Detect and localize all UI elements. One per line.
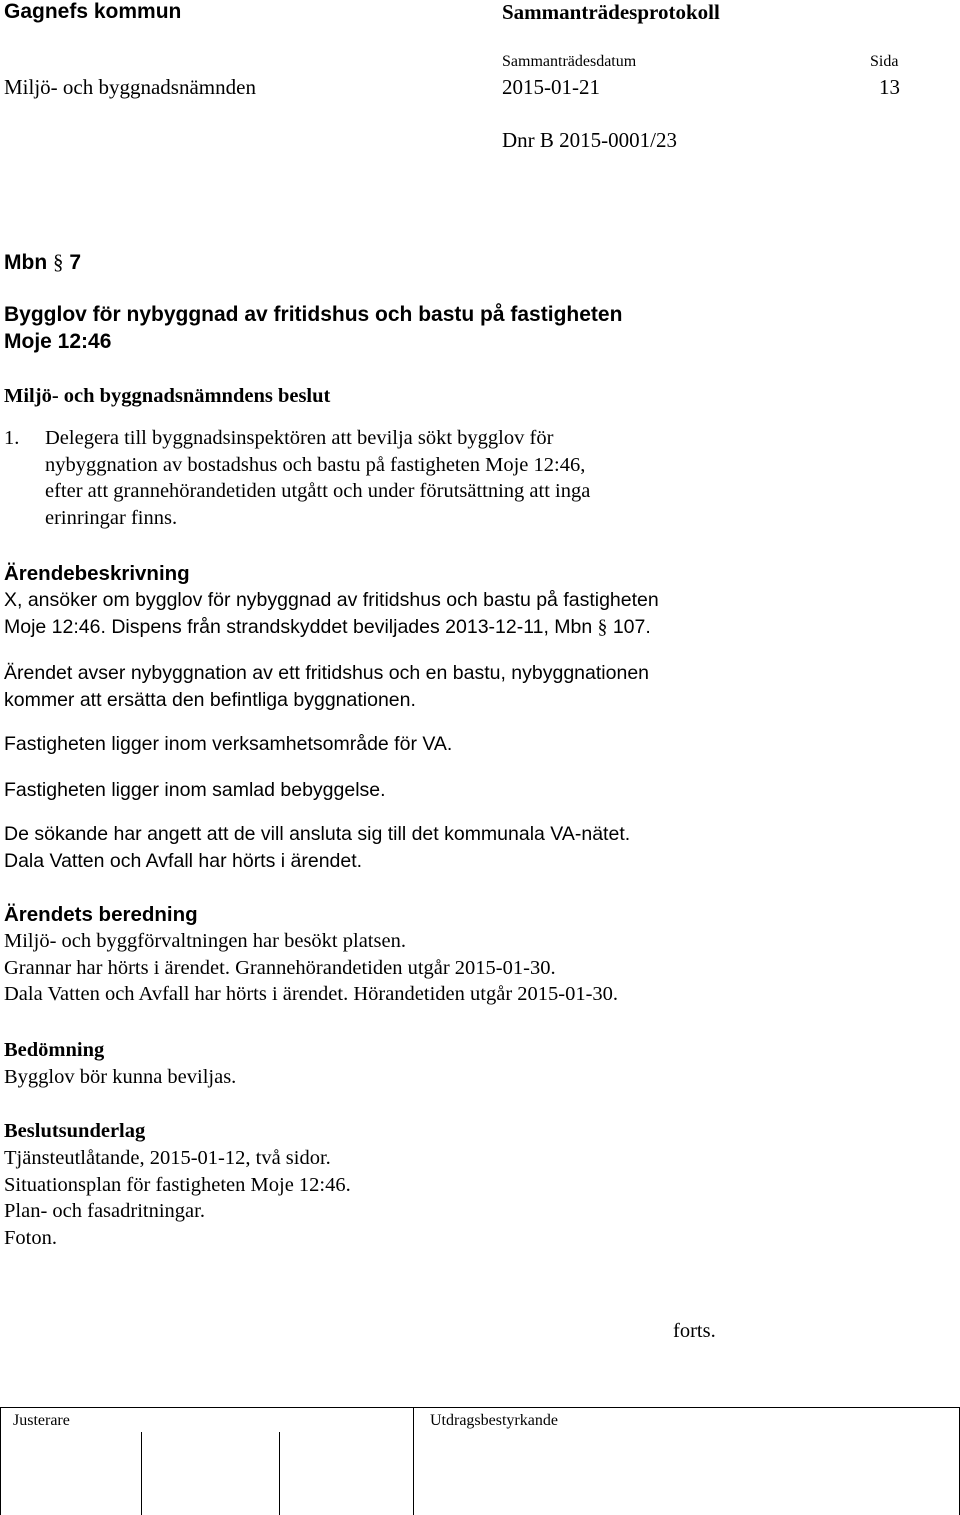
description-paragraph-3: Fastigheten ligger inom verksamhetsområde för VA. — [4, 733, 453, 755]
item-number — [4, 249, 81, 276]
item-title-line-1: Bygglov för nybyggnad av fritidshus och bastu på fastigheten — [4, 303, 623, 326]
committee-name: Miljö- och byggnadsnämnden — [4, 75, 256, 99]
case-number: Dnr B 2015-0001/23 — [502, 128, 677, 152]
decision-heading: Miljö- och byggnadsnämndens beslut — [4, 385, 331, 407]
description-paragraph-5 — [4, 821, 630, 874]
continued-note: forts. — [673, 1320, 716, 1342]
item-title-line-2: Moje 12:46 — [4, 329, 112, 353]
description-line: Ärendet avser nybyggnation av ett fritidshus och en bastu, nybyggnationen — [4, 662, 650, 684]
signature-box-divider — [279, 1432, 280, 1515]
basis-item: Situationsplan för fastigheten Moje 12:46. — [4, 1173, 351, 1196]
decision-line: nybyggnation av bostadshus och bastu på fastigheten Moje 12:46, — [45, 453, 586, 476]
decision-line: efter att grannehörandetiden utgått och under förutsättning att inga — [45, 480, 591, 502]
footer-rule — [0, 1407, 960, 1408]
preparation-text — [4, 928, 618, 1008]
basis-item: Plan- och fasadritningar. — [4, 1200, 205, 1222]
item-prefix: Mbn — [4, 251, 48, 274]
preparation-line: Miljö- och byggförvaltningen har besökt platsen. — [4, 930, 406, 952]
section-symbol: § — [597, 616, 608, 638]
adjusters-label: Justerare — [13, 1412, 70, 1429]
basis-heading: Beslutsunderlag — [4, 1120, 146, 1142]
preparation-heading: Ärendets beredning — [4, 903, 198, 926]
footer-left-border — [0, 1408, 1, 1515]
page-number: 13 — [879, 75, 900, 99]
description-line: kommer att ersätta den befintliga byggnationen. — [4, 688, 416, 711]
basis-item: Tjänsteutlåtande, 2015-01-12, två sidor. — [4, 1147, 331, 1169]
description-line: De sökande har angett att de vill ansluta sig till det kommunala VA-nätet. — [4, 823, 631, 845]
signature-box-divider — [141, 1432, 142, 1515]
decision-text — [45, 425, 590, 531]
decision-line: Delegera till byggnadsinspektören att bevilja sökt bygglov för — [45, 427, 554, 449]
description-paragraph-2 — [4, 660, 649, 713]
description-line — [4, 614, 659, 642]
description-text: 107. — [612, 615, 651, 638]
decision-item-number: 1. — [4, 427, 20, 449]
meeting-date: 2015-01-21 — [502, 75, 600, 99]
description-text: Moje 12:46. Dispens från strandskyddet beviljades 2013-12-11, Mbn — [4, 615, 593, 638]
section-symbol: § — [53, 250, 64, 274]
item-title — [4, 302, 622, 355]
municipality-name: Gagnefs kommun — [4, 0, 182, 23]
basis-list — [4, 1145, 351, 1251]
preparation-line: Dala Vatten och Avfall har hörts i ärendet. Hörandetiden utgår 2015-01-30. — [4, 983, 619, 1005]
description-paragraph-1 — [4, 587, 659, 641]
certification-label: Utdragsbestyrkande — [430, 1412, 558, 1429]
document-type: Sammanträdesprotokoll — [502, 0, 720, 24]
description-line: X, ansöker om bygglov för nybyggnad av fritidshus och bastu på fastigheten — [4, 589, 659, 611]
basis-item: Foton. — [4, 1226, 57, 1249]
page-label: Sida — [870, 53, 899, 70]
description-heading: Ärendebeskrivning — [4, 562, 190, 585]
description-paragraph-4: Fastigheten ligger inom samlad bebyggelse. — [4, 779, 386, 801]
decision-line: erinringar finns. — [45, 506, 178, 529]
assessment-heading: Bedömning — [4, 1039, 105, 1061]
description-line: Dala Vatten och Avfall har hörts i ärendet. — [4, 849, 363, 872]
item-number-value: 7 — [69, 251, 82, 274]
footer-divider — [413, 1408, 414, 1515]
meeting-date-label: Sammanträdesdatum — [502, 53, 637, 70]
preparation-line: Grannar har hörts i ärendet. Grannehörandetiden utgår 2015-01-30. — [4, 956, 556, 979]
assessment-text: Bygglov bör kunna beviljas. — [4, 1066, 237, 1088]
